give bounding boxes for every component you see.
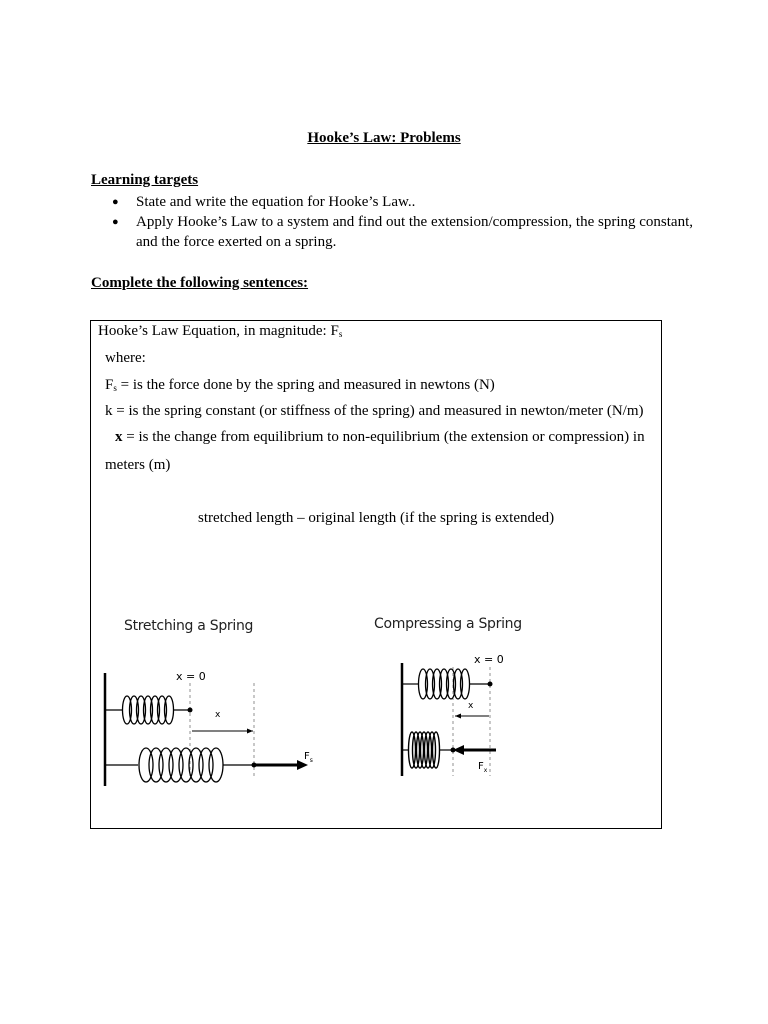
equation-line — [98, 323, 342, 340]
fs-definition — [105, 377, 495, 394]
list-item-text: State and write the equation for Hooke’s Law.. — [136, 194, 416, 210]
compressed-spring-coils — [409, 732, 440, 768]
relaxed-end-dot — [188, 708, 193, 713]
equation-text: Hooke’s Law Equation, in magnitude: F — [98, 323, 339, 339]
fs-symbol: F — [105, 377, 114, 393]
complete-sentences-heading: Complete the following sentences: — [91, 275, 309, 291]
bullet-icon: ● — [112, 196, 119, 208]
fs-subscript: s — [113, 383, 117, 393]
x-displacement-label: x — [468, 701, 474, 711]
force-label: $F_s$ — [304, 751, 313, 764]
where-label: where: — [105, 350, 146, 366]
stretched-length-text: stretched length – original length (if the spring is extended) — [198, 510, 555, 526]
learning-targets-list — [112, 192, 712, 252]
page-title: Hooke’s Law: Problems — [307, 130, 461, 146]
x-symbol: x — [115, 429, 123, 445]
equation-subscript: s — [338, 329, 343, 339]
learning-targets-heading: Learning targets — [91, 172, 199, 188]
x-definition-continued: meters (m) — [105, 457, 171, 473]
list-item-text-continued: and the force exerted on a spring. — [136, 234, 337, 250]
relaxed-spring-coils — [123, 696, 174, 724]
relaxed-end-dot — [488, 682, 493, 687]
list-item-text: Apply Hooke’s Law to a system and find out the extension/compression, the spring constant, — [136, 214, 693, 230]
stretching-title: Stretching a Spring — [124, 618, 254, 634]
bullet-icon: ● — [112, 216, 119, 228]
x-definition — [115, 429, 645, 446]
x0-label: x = 0 — [474, 653, 504, 666]
list-item — [112, 192, 712, 212]
compressing-spring-diagram — [391, 646, 591, 776]
hookes-law-box — [90, 320, 662, 829]
fs-text: = is the force done by the spring and measured in newtons (N) — [116, 377, 495, 393]
stretched-spring-coils — [139, 748, 223, 782]
relaxed-spring-coils — [419, 669, 470, 699]
x-displacement-label: x — [215, 710, 221, 720]
list-item — [112, 212, 712, 252]
stretching-spring-diagram — [96, 661, 356, 791]
k-definition: k = is the spring constant (or stiffness of the spring) and measured in newton/meter (N/m) — [105, 403, 644, 419]
compressing-title: Compressing a Spring — [374, 616, 522, 632]
x-text: = is the change from equilibrium to non-equilibrium (the extension or compression) in — [122, 429, 645, 445]
force-label: $F_x$ — [478, 761, 488, 774]
x0-label: x = 0 — [176, 670, 206, 683]
